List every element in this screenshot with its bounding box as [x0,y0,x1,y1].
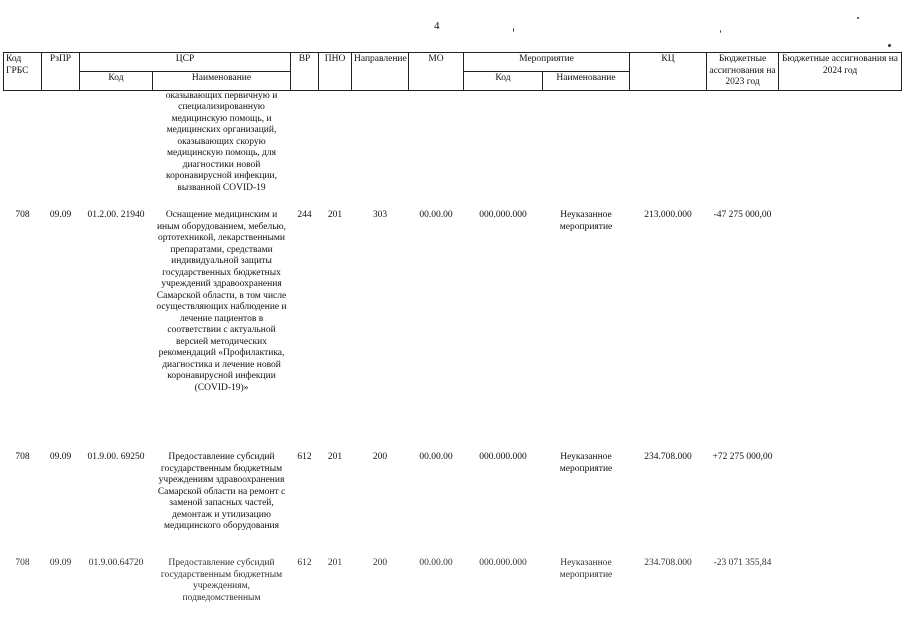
cell-budget-2024 [779,210,902,452]
cell-budget-2024 [779,90,902,210]
cell-grbs: 708 [15,210,30,220]
cell-event-code: 000.000.000 [479,558,527,568]
cell-event-name: Неуказанное мероприятие [559,210,613,232]
cell-kc: 213.000.000 [644,210,692,220]
cell-csr-code: 01.9.00.64720 [88,558,144,568]
header-direction: Направление [352,53,409,91]
cell-pno [319,90,352,210]
header-event-name: Наименование [543,71,630,90]
cell-budget-2023: -23 071 355,84 [713,558,772,568]
header-event-code: Код [464,71,543,90]
budget-table [3,52,902,604]
cell-vr [291,90,319,210]
cell-event-name [543,90,630,210]
header-vr: ВР [291,53,319,91]
cell-pno: 201 [327,210,343,220]
cell-rzpr: 09.09 [49,558,72,568]
cell-pno: 201 [327,452,343,462]
cell-csr-code [80,90,153,210]
cell-event-code: 000.000.000 [479,210,527,220]
header-mo: МО [409,53,464,91]
header-grbs: Код ГРБС [4,53,42,91]
cell-budget-2023 [707,90,779,210]
cell-mo: 00.00.00 [419,210,453,220]
cell-event-code: 000.000.000 [479,452,527,462]
cell-csr-name: Предоставление субсидий государственным бюджетным учреждениям здравоохранения Самарской области на ремонт с заменой запасных частей, демонтаж и утилизацию медицинского оборудования [157,452,286,531]
cell-vr: 244 [297,210,312,220]
cell-direction [352,90,409,210]
header-rzpr: РзПР [42,53,80,91]
cell-rzpr: 09.09 [49,452,72,462]
cell-rzpr: 09.09 [49,210,72,220]
cell-csr-code: 01.2.00. 21940 [87,210,145,220]
table-row [4,452,902,558]
cell-csr-name: Оснащение медицинским и иным оборудованием, мебелью, ортотехникой, лекарственными препаратами, средствами индивидуальной защиты государственных бюджетных учреждений здравоохранения Самарской области, в том числе осуществляющих наблюдение и лечение пациентов в соответствии с актуальной версией методических рекомендаций «Профилактика, диагностика и лечение новой коронавирусной инфекции (COVID-19)» [156,210,287,393]
cell-grbs: 708 [15,558,30,568]
header-csr: ЦСР [80,53,291,72]
cell-csr-code: 01.9.00. 69250 [87,452,145,462]
cell-vr: 612 [297,452,312,462]
page-number: 4 [434,20,440,32]
header-kc: КЦ [630,53,707,91]
cell-grbs: 708 [15,452,30,462]
cell-budget-2024 [779,452,902,558]
cell-event-code [464,90,543,210]
header-event: Мероприятие [464,53,630,72]
cell-budget-2024 [779,558,902,604]
cell-budget-2023: +72 275 000,00 [712,452,773,462]
header-csr-code: Код [80,71,153,90]
cell-kc [630,90,707,210]
header-budget-2023: Бюджетные ассигнования на 2023 год [707,53,779,91]
cell-rzpr [42,90,80,210]
cell-direction: 200 [372,452,388,462]
cell-csr-name: Предоставление субсидий государственным бюджетным учреждениям, подведомственным [160,558,283,603]
cell-event-name: Неуказанное мероприятие [559,558,613,580]
table-row [4,210,902,452]
cell-direction: 200 [372,558,388,568]
table-row [4,558,902,604]
cell-mo: 00.00.00 [419,558,453,568]
table-row [4,90,902,210]
scan-speck [857,17,859,19]
header-pno: ПНО [319,53,352,91]
header-row-top [4,53,902,72]
header-csr-name: Наименование [153,71,291,90]
scan-speck [720,30,721,33]
scan-speck [513,28,514,32]
cell-mo [409,90,464,210]
header-budget-2024: Бюджетные ассигнования на 2024 год [779,53,902,91]
cell-budget-2023: -47 275 000,00 [713,210,772,220]
cell-pno: 201 [327,558,343,568]
cell-csr-name: оказывающих первичную и специализированную медицинскую помощь, и медицинских организаций, оказывающих скорую медицинскую помощь, для диагностики новой коронавирусной инфекции, вызванной COVID-19 [165,90,278,193]
cell-direction: 303 [372,210,388,220]
cell-grbs [4,90,42,210]
cell-vr: 612 [297,558,312,568]
cell-kc: 234.708.000 [644,558,692,568]
scan-speck [888,44,891,47]
cell-mo: 00.00.00 [419,452,453,462]
cell-kc: 234.708.000 [644,452,692,462]
cell-event-name: Неуказанное мероприятие [559,452,613,474]
